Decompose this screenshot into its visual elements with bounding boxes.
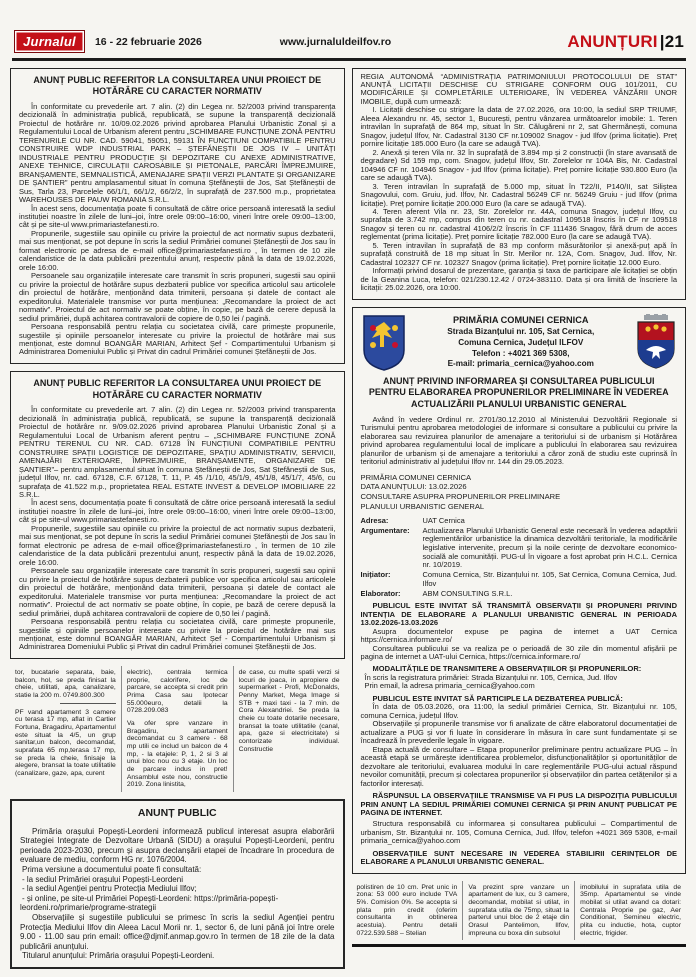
cernica-coat-of-arms-icon <box>635 314 677 372</box>
cernica-address-line: Comuna Cernica, Județul ILFOV <box>458 338 584 347</box>
announcement-stefanesti-1 <box>10 68 345 364</box>
paragraph: Persoana responsabilă pentru relația cu societatea civilă, care primește propunerile, sugestiile și opiniile persoanelor interesate cu privire la proiectul de hotărâre mai sus menționat, este domnul BOANGĂR MARIAN, Arhitect Șef - Compartimentului Urbanism și Administrarea Domeniului Public și Privat din cadrul Primăriei comunei Ștefăneștii de Jos. <box>19 322 336 357</box>
classified-ad: electric), centrala termica proprie, calorifere, loc de parcare, se accepta si credit prin Prima Casa sau Ipotecar 55.000euro, detalii la 0728.209.083 <box>126 668 228 715</box>
classified-column <box>575 881 686 941</box>
field-label: Inițiator: <box>360 570 391 580</box>
page-number: |21 <box>659 31 684 51</box>
paragraph: În conformitate cu prevederile art. 7 alin. (2) din Legea nr. 52/2003 privind transparența decizională în administrația publică, republicată, se supune la transparență decizională Proiectul de hotărâre nr. 10/09.02.2026 privind aprobarea Planului Urbanistic Zonal și a Regulamentului Local de Urbanism aferent pentru „SCHIMBARE FUNCȚIUNE ZONĂ PENTRU TERENURILE CU NR. CAD. 59041, 59051, 59131 ÎN FUNCȚIUNI COMPATIBILE PENTRU CONSTRUIRE WDP INDUSTRIAL PARK – ȘTEFĂNEȘTII DE JOS IV – UNITĂȚI INDUSTRIALE PENTRU PRODUCȚIE ȘI DEPOZITARE CU ANEXE ADMINISTRATIVE, ANEXE TEHNICE, CIRCULAȚII CAROSABILE ȘI PIETONALE, PARCĂRI ÎMPREJMUIRE, BRANȘAMENTE, SEMNALISTICĂ, AMENAJARE SPAȚII VERZI PLANTATE ȘI ORGANIZARE DE ȘANTIER” pentru amplasamentul situat în comuna Ștefăneștii de Jos, Sat Ștefăneștii de Sus, Tarla 23, Parcelele 66/1/1, 66/1/2, 66/2/2, în suprafață de 237.500 m.p., proprietatea WAREHOUSES DE PAUW ROMANIA S.R.L. <box>19 101 336 205</box>
section-heading: RĂSPUNSUL LA OBSERVAȚIILE TRANSMISE VA FI PUS LA DISPOZIȚIA PUBLICULUI PRIN ANUNȚ LA SEDIUL PRIMĂRIEI COMUNEI CERNICA ȘI PRIN ANUNȚ PUBLICAT PE PAGINA DE INTERNET. <box>360 791 677 817</box>
field-row <box>361 527 678 570</box>
left-column <box>10 68 345 969</box>
paragraph: Propunerile, sugestiile sau opiniile cu privire la proiectul de act normativ supus dezbaterii, mai sus menționat, se pot depune în scris la sediul Primăriei comunei Ștefăneștii de Jos sau în format electronic pe adresa de e-mail office@primariastefanesti.ro , în termen de 10 zile calendaristice de la data publicării prezentului anunț, respectiv până la data de 19.02.2026, orele 16:00. <box>19 523 336 567</box>
paragraph: Observațiile și sugestiile publicului se primesc în scris la sediul Agenției pentru Protecția Mediului Ilfov din Aleea Lacul Morii nr. 1, sector 6, de luni până joi între orele 9.00 - 11.00 sau prin email: office@djmif.anmap.gov.ro în termen de 18 zile de la data publicării anunțului. <box>20 912 335 951</box>
announcement-title: ANUNȚ PUBLIC REFERITOR LA CONSULTAREA UNUI PROIECT DE HOTĂRÂRE CU CARACTER NORMATIV <box>33 377 322 400</box>
field-value: Comuna Cernica, Str. Bizanțului nr. 105, Sat Cernica, Comuna Cernica, Jud. Ilfov <box>422 570 677 588</box>
list-item: - la sediul Primăriei orașului Popești-Leordeni <box>22 874 183 884</box>
cernica-fields <box>361 517 678 598</box>
paragraph: Titularul anunțului: Primăria orașului Popești-Leordeni. <box>22 951 215 961</box>
romania-coat-of-arms-icon <box>361 314 407 372</box>
field-row <box>361 517 678 526</box>
cernica-phone: Telefon : +4021 369 5308, <box>472 348 570 358</box>
masthead-rule <box>12 58 686 61</box>
classified-column <box>10 666 122 792</box>
announcement-header: REGIA AUTONOMĂ “ADMINISTRAȚIA PATRIMONIULUI PROTOCOLULUI DE STAT” ANUNȚĂ LICITAȚII DESCHISE CU STRIGARE CONFORM OUG 101/2011, CU MODIFICĂRILE ȘI COMPLETĂRILE ULTERIOARE, ÎN VEDEREA VÂNZĂRII UNOR IMOBILE, după cum urmează: <box>360 71 677 106</box>
paragraph: În acest sens, documentația poate fi consultată de către orice persoană interesată la sediul instituției noastre în zilele de luni–joi, între orele 09:00–16:00, vineri între orele 09:00–13:00, cât și pe site-ul www.primariastefanesti.ro. <box>19 203 336 230</box>
announcement-popesti-leordeni <box>10 799 345 969</box>
meta-line: PRIMĂRIA COMUNEI CERNICA <box>360 472 472 482</box>
classified-ad: Va prezint spre vanzare un apartament de lux, cu 3 camere, decomandat, mobilat si utilat, in suprafata utila de 75mp, situat la parterul unui bloc de 2 etaje din Orasul Pantelimon, Ilfov, impreuna cu boxa din subsolul <box>468 883 570 937</box>
announcement-rapps <box>352 68 687 300</box>
cernica-contact-block <box>413 315 630 370</box>
paragraph: În data de 05.03.2026, ora 11:00, la sediul primăriei Cernica, Str. Bizanțului nr. 105, comuna Cernica, județul Ilfov. <box>360 702 677 720</box>
paragraph: Persoanele sau organizațiile interesate care transmit în scris propuneri, sugestii sau opinii cu privire la proiectul de hotărâre supus dezbaterii publice vor specifica articolul sau articolele din proiectul de hotărâre, menționând data trimiterii, persoana și datele de contact ale expeditorului. Materialele transmise vor purta mențiunea: „Recomandare la proiect de act normativ”. Proiectul de act normativ se poate obține, în copie, pe bază de cerere depusă la sediul primăriei, după achitarea contravalorii de copiere de 0,50 lei / pagină. <box>19 271 336 323</box>
classifieds-left <box>10 666 345 792</box>
paragraph: În scris la registratura primăriei: Strada Bizanțului nr. 105, Cernica, Jud. Ilfov <box>364 672 618 682</box>
classified-ad: imobilului in suprafata utila de 35mp. Apartamentul se vinde mobilat si utilat avand ca dotari: Centrala Proprie pe gaz, Aer Conditionat, Semineu electric, plita cu inductie, hota, cuptor electric, frigider. <box>580 883 681 937</box>
paragraph: Observațiile și propunerile transmise vor fi analizate de către elaboratorul documentației de actualizare a PUG și vor fi luate în considerare în măsura în care sunt fundamentate și se încadrează în prevederile legale în vigoare. <box>360 719 677 746</box>
cernica-name: PRIMĂRIA COMUNEI CERNICA <box>453 315 589 326</box>
paragraph: 2. Anexă și teren Vila nr. 32 în suprafață de 3.894 mp și 2 construcții (în stare avansată de degradare) Sd 159 mp, com. Snagov, județul Ilfov, Str. Zorelelor nr 104A Bis, Nr. Cadastral 104946 CF nr. 104946 Snagov - jud Ilfov (prima licitație). Preț pornire licitație 930.800 Euro (la care se adaugă TVA). <box>360 147 677 183</box>
cernica-email: E-mail: primaria_cernica@yahoo.com <box>447 359 594 369</box>
paragraph: Persoanele sau organizațiile interesate care transmit în scris propuneri, sugestii sau opinii cu privire la proiectul de hotărâre supus dezbaterii publice vor specifica articolul sau articolele din proiectul de hotărâre, menționând data trimiterii, persoana și datele de contact ale expeditorului. Materialele transmise vor purta mențiunea: „Recomandare la proiect de act normativ”. Proiectul de act normativ se poate obține, în copie, pe bază de cerere depusă la sediul primăriei, după achitarea contravalorii de copiere de 0,50 lei / pagină. <box>19 566 336 618</box>
paragraph: 5. Teren intravilan în suprafață de 83 mp conform măsurătorilor și anexă-puț apă în suprafață construită de 18 mp situat în Str. Merilor nr. 12A, Com. Snagov, Jud. Ilfov, Nr. Cadastral 102327 CF nr. 102327 Snagov (prima licitație). Preț pornire licitație 12.000 Euro. <box>360 240 677 267</box>
paragraph: Consultarea publicului se va realiza pe o perioadă de 30 zile din momentul afișării pe pagina de internet a UAT-ului Cernica, https://cernica.informare.ro/ <box>360 643 677 661</box>
website-url: www.jurnaluldeilfov.ro <box>279 35 392 48</box>
paragraph: Propunerile, sugestiile sau opiniile cu privire la proiectul de act normativ supus dezbaterii, mai sus menționat, se pot depune în scris la sediul Primăriei comunei Ștefăneștii de Jos sau în format electronic pe adresa de e-mail office@primariastefanesti.ro , în termen de 10 zile calendaristice de la data publicării prezentului anunț, respectiv până la data de 19.02.2026, orele 16:00. <box>19 228 336 272</box>
content-columns <box>0 68 696 969</box>
paragraph: Asupra documentelor expuse pe pagina de internet a UAT Cernica https://cernica.informare.ro/ <box>360 626 677 645</box>
classified-column <box>352 881 464 941</box>
meta-line: PLANULUI URBANISTIC GENERAL <box>360 502 485 512</box>
classified-ad: polistiren de 10 cm. Pret unic in zona: 53 000 euro include TVA 5%. Comision 0%. Se accepta si plata prin credit (oferim consultanta in obtinerea acestuia). Pentru detalii 0722.539.588 – Stelian <box>356 883 458 937</box>
section-title: ANUNȚURI <box>567 31 658 51</box>
paragraph: Informații privind dosarul de prezentare, garanția și taxa de participare ale licitației se obțin de la Geanina Luca, telefon: 021/230.12.42 / 0724-383110. Data și ora limită de înscriere la licitații: 25.02.2026, ora 10:00. <box>360 266 677 293</box>
section-heading: PUBLICUL ESTE INVITAT SĂ PARTICIPLE LA DEZBATEREA PUBLICĂ: <box>372 693 623 703</box>
classified-ad: PF vand apartament 3 camere cu terasa 17 mp, aflat in Cartier Fortuna, Bragadiru, Apartamentul este situat la 4/5, un grup sanitar,un balcon, decomandat, suprafata 65 mp,terasa 17 mp, se preda la cheie, finisaje la alegere, bransat la toate utilitatile (canalizare, gaze, apa, curent <box>15 708 116 777</box>
classifieds-right <box>352 881 687 948</box>
paragraph: Structura responsabilă cu informarea și consultarea publicului – Compartimentul de urbanism, Str. Bizanțului nr. 105, Comuna Cernica, Jud. Ilfov, telefon +4021 369 5308, e-mail primaria_cernica@yahoo.com <box>360 819 677 846</box>
classified-column <box>122 666 234 792</box>
paragraph: În conformitate cu prevederile art. 7 alin. (2) din Legea nr. 52/2003 privind transparența decizională în administrația publică, republicată, se supune la transparență decizională Proiectul de hotărâre nr. 9/09.02.2026 privind aprobarea Planului Urbanistic Zonal și a Regulamentului Local de Urbanism aferent pentru – „SCHIMBARE FUNCȚIUNE ZONĂ PENTRU TERENUL CU NR. CAD. 67128 ÎN FUNCȚIUNI COMPATIBILE PENTRU CONSTRUIRE SPAȚII LOGISTICE DE DEPOZITARE, SPAȚIU ADMINISTRATIV, SERVICII, AMENAJĂRI EXTERIOARE, ÎMPREJMUIRE, BRANȘAMENTE, ORGANIZARE DE ȘANTIER”– pentru amplasamentul situat în comuna Ștefăneștii de Jos, Sat Ștefăneștii de Sus, județul Ilfov, nr. cad. 67128, C.F. 67128, T. 11, P. 45 /1/10, 45/1/9, 45/1/8, 45/1/7, 45/6, cu suprafața de 41.522 m.p., proprietatea REAL ESTATE INVEST & DEVELOP IMOBILIARE 22 S.R.L. <box>19 405 336 499</box>
paragraph: Etapa actuală de consultare – Etapa propunerilor preliminare pentru actualizare PUG – în această etapă se urmărește identificarea problemelor, disfuncționalităților și oportunităților de dezvoltare ale teritoriului, evaluarea modului în care reglementările PUG-ului actual răspund nevoilor comunității, precum și colectarea propunerilor și observațiilor din partea cetățenilor și a factorilor interesați. <box>360 744 677 788</box>
section-heading: MODALITĂȚILE DE TRANSMITERE A OBSERVAȚIILOR ȘI PROPUNERILOR: <box>372 664 642 674</box>
announcement-title: ANUNȚ PUBLIC <box>137 806 217 819</box>
cernica-title: ANUNȚ PRIVIND INFORMAREA ȘI CONSULTAREA PUBLICULUI PENTRU ELABORAREA PROPUNERILOR PRELIMINARE ÎN VEDEREA ACTUALIZĂRII PLANULUI URBANISTIC GENERAL <box>368 375 669 410</box>
classified-ad: Va ofer spre vanzare in Bragadiru, apartament decomandat cu 3 camere - 68 mp utili ce includ un balcon de 4 mp, - la etajele: P, 1, 2 si 3 al unui bloc nou cu 3 etaje. Un loc de parcare indus in pret! Ansamblul este nou, constructie 2019. Zona linistita, <box>126 719 228 789</box>
classified-column <box>463 881 575 941</box>
cernica-address-line: Strada Bizanțului nr. 105, Sat Cernica, <box>447 327 595 337</box>
section-heading: OBSERVAȚIILE SUNT NECESARE IN VEDEREA STABILIRII CERINȚELOR DE ELABORARE A PLANULUI URBANISTIC GENERAL. <box>360 848 677 867</box>
classified-ad: tor, bucatarie separata, baie, balcon, hol, se preda finisat la cheie, utilitati, apa, canalizare, statie la 200 m. 0749.800.300 <box>15 668 116 699</box>
classified-ad: de case, cu multe spatii verzi si locuri de joaca, in apropiere de supermarket - Profi, McDonalds, Penny Market, Mega Image si STB + maxi taxi - la 7 min. de Cora Alexandriei. Se preda la cheie cu toate dotarile necesare, bransat la toate utilitatile (canal, apa, gaze si electricitate) si contorizate individual. Constructie <box>238 668 340 753</box>
announcement-stefanesti-2 <box>10 371 345 659</box>
field-label: Argumentare: <box>360 525 410 535</box>
field-value: UAT Cernica <box>422 516 465 525</box>
field-row <box>361 571 678 588</box>
ad-divider <box>60 703 115 704</box>
paragraph: Persoana responsabilă pentru relația cu societatea civilă, care primește propunerile, sugestiile și opiniile persoanelor interesate cu privire la proiectul de hotărâre mai sus menționat, este domnul BOANGĂR MARIAN, Arhitect Șef - Compartimentului Urbanism și Administrarea Domeniului Public și Privat din cadrul Primăriei comunei Ștefăneștii de Jos. <box>19 617 336 652</box>
section-header <box>567 32 684 52</box>
logo-text: Jurnalul <box>23 34 76 49</box>
meta-line: DATA ANUNȚULUI: 13.02.2026 <box>360 482 467 492</box>
paragraph: În acest sens, documentația poate fi consultată de către orice persoană interesată la sediul instituției noastre în zilele de luni–joi, între orele 09:00–16:00, vineri între orele 09:00–13:00, cât și pe site-ul www.primariastefanesti.ro. <box>19 498 336 525</box>
meta-line: CONSULTARE ASUPRA PROPUNERILOR PRELIMINARE <box>360 492 561 502</box>
paragraph: 4. Teren aferent Vila nr. 23, Str. Zorelelor nr. 44A, comuna Snagov, județul Ilfov, cu suprafața de 3.742 mp, compus din teren cu nr. cadastral 109518 înscris în CF nr 109518 Snagov și teren cu nr. cadastral 4106/2/2 înscris în CF 111436 Snagov, fără drum de acces reglementat (prima licitație). Preț pornire licitație 782.000 Euro (la care se adaugă TVA). <box>360 207 677 242</box>
issue-date: 16 - 22 februarie 2026 <box>94 35 202 48</box>
field-row <box>361 590 678 599</box>
classified-column <box>234 666 345 792</box>
list-item: - la sediul Agenției pentru Protecția Mediului Ilfov; <box>22 884 197 894</box>
cernica-letterhead <box>361 314 678 372</box>
jurnalul-logo <box>14 30 85 53</box>
announcement-title: ANUNȚ PUBLIC REFERITOR LA CONSULTAREA UNUI PROIECT DE HOTĂRÂRE CU CARACTER NORMATIV <box>33 74 322 97</box>
masthead <box>0 0 696 53</box>
paragraph: Având în vedere Ordinul nr. 2701/30.12.2010 al Ministerului Dezvoltării Regionale si Turismului pentru aprobarea metodologiei de informare si consultare a publicului cu privire la elaborarea sau revizuirea planurilor de amenajare a teritoriului si de urbanism și Hotărârea privind aprobarea regulamentului local de implicare a publicului în elaborarea sau revizuirea planurilor de urbanism și de amenajare a teritoriului a căror zonă de studiu este cuprinsă în teritoriul administrativ al județului Ilfov nr. 144 din 29.05.2023. <box>360 414 677 467</box>
list-item: - și online, pe site-ul Primăriei Popești-Leordeni: https://primăria-popești-leordeni.ro/primarie/programe-strategii <box>20 893 279 913</box>
right-column <box>352 68 687 948</box>
field-label: Adresa: <box>360 516 389 525</box>
field-value: Actualizarea Planului Urbanistic General este necesară în vederea adaptării reglementărilor urbanistice la dinamica dezvoltării teritoriale, la modificările legislative intervenite, precum și la noile cerințe de dezvoltare economico-socială ale comunității. PUG-ul în vigoare a fost aprobat prin H.C.L. Cernica nr. 10/2019. <box>422 525 677 570</box>
announcement-cernica <box>352 307 687 874</box>
paragraph: Prin email, la adresa primaria_cernica@yahoo.com <box>364 681 535 691</box>
paragraph: I. Licitații deschise cu strigare la data de 27.02.2026, ora 10:00, la sediul SRP TRIUMF, Aleea Alexandru nr. 45, sector 1, București, pentru vânzarea următoarelor imobile: 1. Teren intravilan în suprafață de 864 mp, situat în Str. Călugăreni nr 2, sat Ghermănești, comuna Snagov, județul Ilfov, Nr. Cadastral 3130 CF nr.109002 Snagov - jud Ilfov (prima licitație). Preț pornire licitație 185.000 Euro (la care se adaugă TVA). <box>360 105 677 149</box>
field-value: ABM CONSULTING S.R.L. <box>422 588 513 598</box>
cernica-meta <box>361 473 678 512</box>
section-heading: PUBLICUL ESTE INVITAT SĂ TRANSMITĂ OBSERVAȚII ȘI PROPUNERI PRIVIND INTENȚIA DE ELABORARE A PLANULUI URBANISTIC GENERAL IN PERIOADA 13.02.2026-13.03.2026 <box>360 601 677 628</box>
paragraph: 3. Teren intravilan în suprafață de 5.000 mp, situat în T22/II, P140/II, sat Siliștea Snagovului, com. Gruiu, jud. Ilfov, Nr. Cadastral 56249 CF nr. 56249 Gruiu - jud Ilfov (prima licitație). Preț pornire licitație 200.000 Euro (la care se adaugă TVA). <box>360 181 677 208</box>
paragraph: Prima versiune a documentului poate fi consultată: <box>22 865 202 874</box>
paragraph: Primăria orașului Popești-Leordeni informează publicul interesat asupra elaborării Strategiei Integrate de Dezvoltare Urbană (SIDU) a orașului Popești-Leordeni, pentru perioada 2023-2030, precum și asupra declanșării etapei de încadrare în procedura de evaluare de mediu, conform HG nr. 1076/2004. <box>20 826 335 865</box>
field-label: Elaborator: <box>360 588 401 598</box>
